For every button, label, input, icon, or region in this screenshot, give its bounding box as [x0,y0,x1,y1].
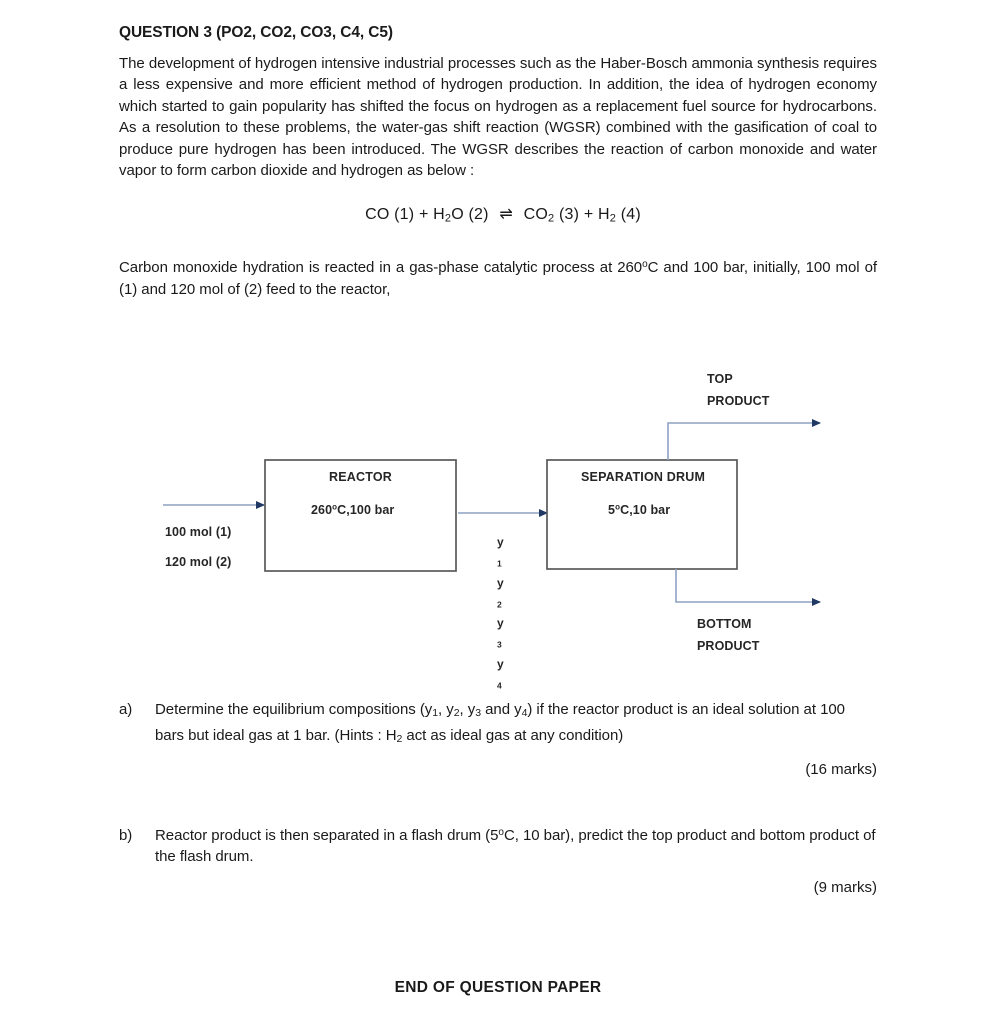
question-a-sub-4: 4 [521,707,528,720]
chemical-equation [119,204,877,229]
top-product-stream [668,423,820,460]
questions-list [119,699,877,898]
question-b-marks: (9 marks) [813,878,877,896]
stream-label-y2: y $_2$ [497,575,504,610]
question-a-marker: a) [119,701,133,718]
question-b-degree-symbol: o [498,826,504,838]
question-a-text-4: and y [481,701,522,718]
conditions-text-b: C and 100 bar, initially, 100 mol of (1) and 120 mol of (2) feed to the reactor, [119,259,877,298]
conditions-paragraph [119,257,877,300]
question-a-text-6: act as ideal gas at any condition) [402,726,624,744]
stream-label-y3: y $_3$ [497,616,504,651]
question-b-text-2: C, 10 bar), predict the top product and bottom product of the flash drum. [155,826,876,866]
degree-symbol: o [642,259,648,270]
question-item-b [119,825,877,868]
question-a-text-5: ) if the reactor product is an ideal solution at 100 bars but ideal gas at 1 bar. (Hints : H [155,701,845,744]
equation-product-2: $H_2$ (4) [598,205,641,224]
question-heading: QUESTION 3 (PO2, CO2, CO3, C4, C5) [119,24,393,41]
question-a-sub-3: 3 [475,707,481,720]
equation-plus-1: + [418,205,429,223]
question-b-marker: b) [119,826,133,844]
bottom-product-stream [676,569,820,602]
intro-paragraph: The development of hydrogen intensive industrial processes such as the Haber-Bosch ammonia synthesis requires a less expensive and more efficient method of hydrogen production. In addition, the idea of hydrogen economy which started to gain popularity has shifted the focus on hydrogen as a replacement fuel source for hydrocarbons. As a resolution to these problems, the water-gas shift reaction (WGSR) combined with the gasification of coal to produce pure hydrogen has been introduced. The WGSR describes the reaction of carbon monoxide and water vapor to form carbon dioxide and hydrogen as below : [119,54,877,180]
question-a-marks: (16 marks) [805,761,877,779]
bottom-product-label-line2: PRODUCT [697,639,760,653]
stream-label-y4: y $_4$ [497,657,504,691]
feed-label-2: 120 mol (2) [165,555,232,569]
equation-reactant-2: $H_2O$ (2) [433,205,489,224]
document-body [119,24,877,300]
stream-label-y1: y $_1$ [497,535,504,569]
bottom-product-label-line1: BOTTOM [697,617,752,631]
separation-drum-conditions: 5$^o$C,10 bar [608,502,671,517]
reactor-title: REACTOR [329,470,392,484]
top-product-label-line1: TOP [707,372,733,386]
question-item-a [119,699,877,750]
question-a-text-1: Determine the equilibrium compositions (y [155,701,433,718]
question-b-text-1: Reactor product is then separated in a flash drum (5 [155,826,499,844]
top-product-label-line2: PRODUCT [707,394,770,408]
page-footer: END OF QUESTION PAPER [394,979,602,996]
equation-product-1: $CO_2$ (3) [523,205,580,224]
equation-reactant-1: CO (1) [365,205,415,223]
reactor-conditions: 260$^o$C,100 bar [311,502,395,517]
question-a-sub-2: 2 [453,707,460,720]
question-a-text-2: , y [438,701,454,718]
separation-drum-title: SEPARATION DRUM [581,470,706,484]
conditions-text-a: Carbon monoxide hydration is reacted in a gas-phase catalytic process at 260 [119,259,643,276]
question-a-sub-5: 2 [396,732,403,745]
feed-label-1: 100 mol (1) [165,525,232,539]
intermediate-stream-labels [497,533,504,696]
question-a-text-3: , y [459,701,476,718]
question-a-sub-1: 1 [432,707,439,720]
equilibrium-arrow-icon: ⇌ [499,205,513,223]
equation-plus-2: + [583,205,594,223]
